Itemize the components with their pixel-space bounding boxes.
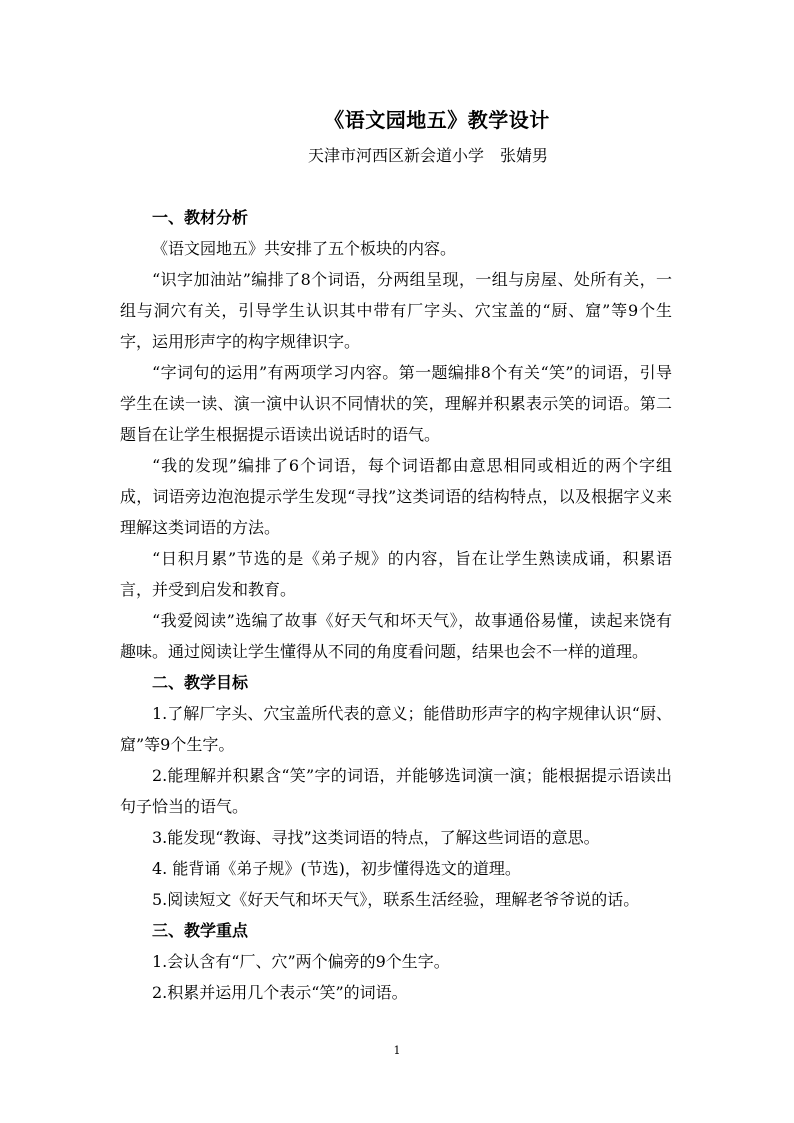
list-item: 1.了解厂字头、穴宝盖所代表的意义；能借助形声字的构字规律认识“厨、窟”等9个生字。 — [120, 704, 672, 754]
paragraph: “识字加油站”编排了8个词语，分两组呈现，一组与房屋、处所有关，一组与洞穴有关，引导学生认识其中带有厂字头、穴宝盖的“厨、窟”等9个生字，运用形声字的构字规律识字。 — [120, 270, 672, 351]
section-heading-goals: 二、教学目标 — [152, 673, 249, 692]
paragraph: “字词句的运用”有两项学习内容。第一题编排8个有关“笑”的词语，引导学生在读一读、演一演中认识不同情状的笑，理解并积累表示笑的词语。第二题旨在让学生根据提示语读出说话时的语气。 — [120, 363, 672, 444]
list-item: 5.阅读短文《好天气和坏天气》，联系生活经验，理解老爷爷说的话。 — [152, 890, 640, 909]
list-item: 3.能发现“教诲、寻找”这类词语的特点，了解这些词语的意思。 — [152, 828, 600, 847]
list-item: 1.会认含有“厂、穴”两个偏旁的9个生字。 — [152, 952, 450, 971]
author-line: 天津市河西区新会道小学 张婧男 — [307, 146, 548, 165]
page-number: 1 — [393, 1044, 401, 1057]
paragraph: “日积月累”节选的是《弟子规》的内容，旨在让学生熟读成诵，积累语言，并受到启发和教育。 — [120, 549, 672, 599]
paragraph: 《语文园地五》共安排了五个板块的内容。 — [152, 239, 457, 258]
section-heading-key-points: 三、教学重点 — [152, 921, 249, 940]
list-item: 4. 能背诵《弟子规》(节选)，初步懂得选文的道理。 — [152, 859, 521, 878]
paragraph: “我的发现”编排了6个词语，每个词语都由意思相同或相近的两个字组成，词语旁边泡泡提示学生发现“寻找”这类词语的结构特点，以及根据字义来理解这类词语的方法。 — [120, 456, 672, 537]
section-heading-analysis: 一、教材分析 — [152, 208, 249, 227]
list-item: 2.积累并运用几个表示“笑”的词语。 — [152, 983, 408, 1002]
paragraph: “我爱阅读”选编了故事《好天气和坏天气》，故事通俗易懂，读起来饶有趣味。通过阅读让学生懂得从不同的角度看问题，结果也会不一样的道理。 — [120, 611, 672, 661]
document-title: 《语文园地五》教学设计 — [324, 108, 550, 132]
list-item: 2.能理解并积累含“笑”字的词语，并能够选词演一演；能根据提示语读出句子恰当的语气。 — [120, 766, 672, 816]
document-body — [120, 202, 672, 1008]
